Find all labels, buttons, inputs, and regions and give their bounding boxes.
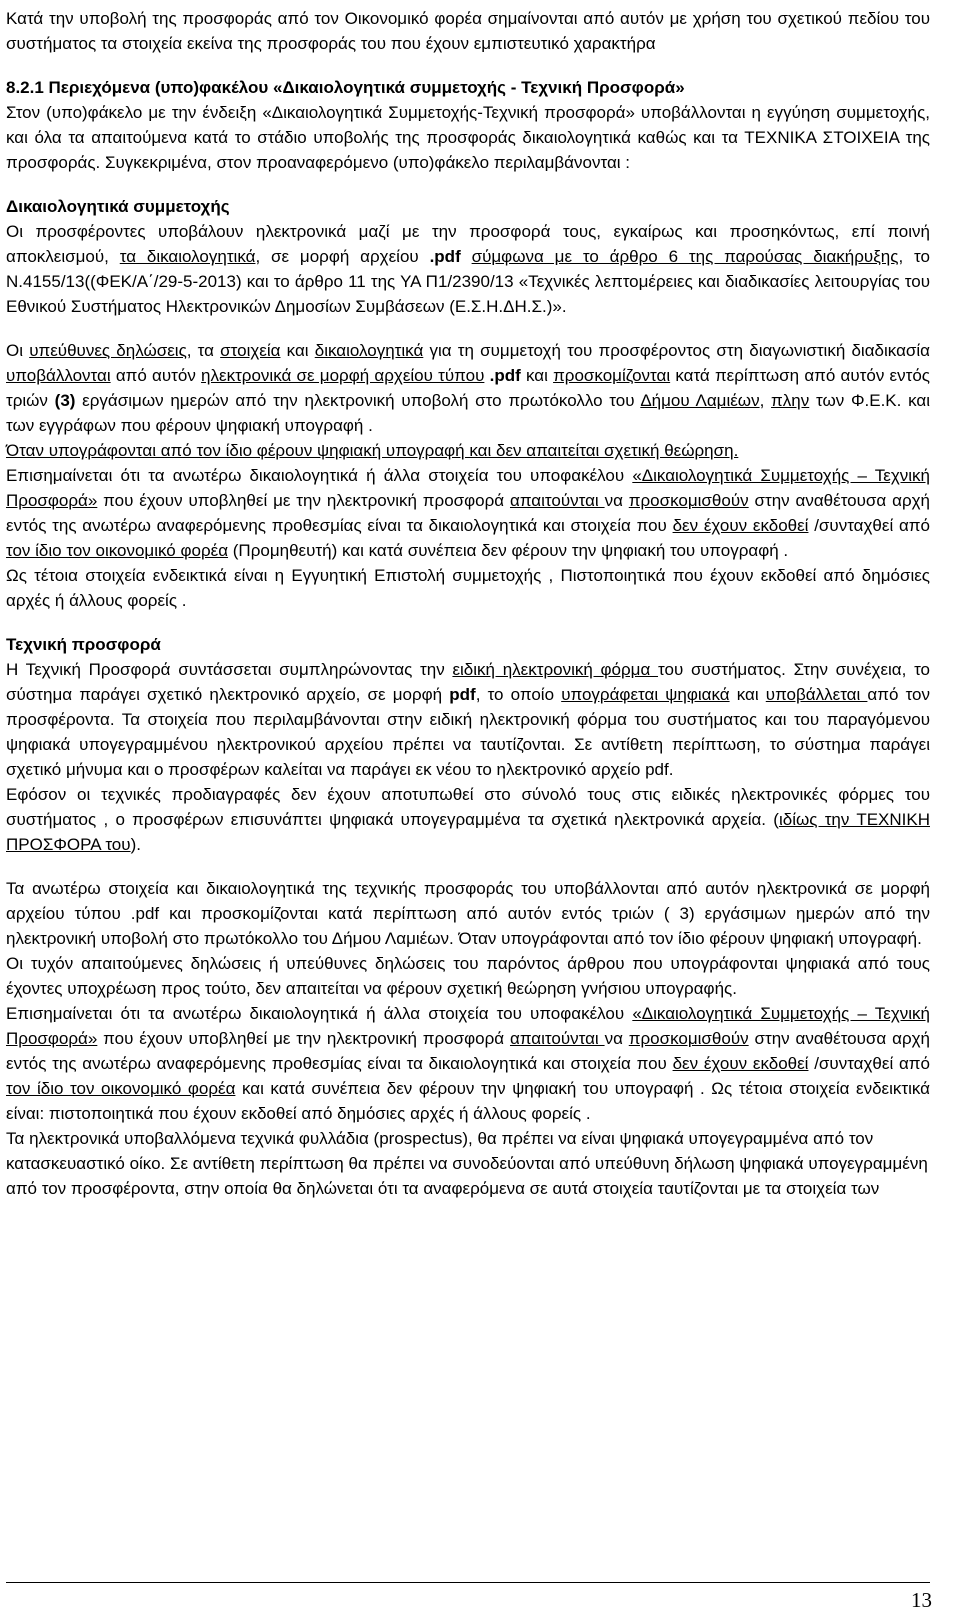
text-run: και <box>280 341 315 360</box>
text-run: /συνταχθεί από <box>808 516 930 535</box>
text-run: ιδίως την ΤΕΧΝΙΚΗ ΠΡΟΣΦΟΡΑ του <box>6 810 930 854</box>
text-run: από τον προσφέροντα. Τα στοιχεία που περιλαμβάνονται στην ειδική ηλεκτρονική φόρμα του συστήματος και του παραγόμενου ψηφιακά υπογεγραμμένου ηλεκτρονικού αρχείου πρέπει να ταυτίζονται. Σε αντίθετη περίπτωση, το σύστημα παράγει σχετικό μήνυμα και ο προσφέρων καλείται να παράγει εκ νέου το ηλεκτρονικό αρχείο pdf. <box>6 685 931 779</box>
text-run: και <box>520 366 554 385</box>
text-run: που έχουν υποβληθεί με την ηλεκτρονική προσφορά <box>97 1029 510 1048</box>
text-run: προσκομίζονται <box>553 366 671 385</box>
text-run: δεν έχουν εκδοθεί <box>672 516 809 535</box>
text-run: πλην <box>771 391 810 410</box>
text-run: τα δικαιολογητικά <box>119 247 256 266</box>
text-run: των Φ.Ε.Κ. και των εγγράφων που φέρουν ψηφιακή υπογραφή . <box>6 391 930 435</box>
text-run: , τα <box>186 341 221 360</box>
text-run: δεν έχουν εκδοθεί <box>672 1054 809 1073</box>
text-run: και <box>729 685 766 704</box>
text-run: Επισημαίνεται ότι τα ανωτέρω δικαιολογητικά ή άλλα στοιχεία του υποφακέλου <box>6 466 633 485</box>
text-run: να <box>604 491 629 510</box>
text-run: Η Τεχνική Προσφορά συντάσσεται συμπληρώνοντας την <box>6 660 453 679</box>
participation-paragraph-4 <box>6 463 930 563</box>
participation-paragraph-5: Ως τέτοια στοιχεία ενδεικτικά είναι η Εγγυητική Επιστολή συμμετοχής , Πιστοποιητικά που έχουν εκδοθεί από δημόσιες αρχές ή άλλους φορείς . <box>6 566 930 610</box>
text-run: προσκομισθούν <box>628 491 749 510</box>
text-run: Οι <box>6 341 30 360</box>
technical-paragraph-3: Τα ανωτέρω στοιχεία και δικαιολογητικά της τεχνικής προσφοράς του υποβάλλονται από αυτόν ηλεκτρονικά σε μορφή αρχείου τύπου .pdf και προσκομίζονται κατά περίπτωση από αυτόν εντός τριών ( 3) εργάσιμων ημερών από την ηλεκτρονική υποβολή στο πρωτόκολλο του Δήμου Λαμιέων. Όταν υπογράφονται από τον ίδιο φέρουν ψηφιακή υπογραφή. <box>6 879 930 948</box>
text-run: Εφόσον οι τεχνικές προδιαγραφές δεν έχουν αποτυπωθεί στο σύνολό τους στις ειδικές ηλεκτρονικές φόρμες του συστήματος , ο προσφέρων επισυνάπτει ψηφιακά υπογεγραμμένα τα σχετικά ηλεκτρονικά αρχεία. ( <box>6 785 930 829</box>
section-heading: 8.2.1 Περιεχόμενα (υπο)φακέλου «Δικαιολογητικά συμμετοχής - Τεχνική Προσφορά» <box>6 78 685 97</box>
footer-divider <box>6 1582 930 1583</box>
text-run: για τη συμμετοχή του προσφέροντος στη διαγωνιστική διαδικασία <box>423 341 930 360</box>
text-run: ειδική ηλεκτρονική φόρμα <box>452 660 659 679</box>
text-run: στοιχεία <box>220 341 281 360</box>
text-run: υπεύθυνες δηλώσεις <box>29 341 187 360</box>
text-run: στην αναθέτουσα αρχή εντός της ανωτέρω αναφερόμενης προθεσμίας είναι τα δικαιολογητικά και στοιχεία που <box>6 1029 930 1073</box>
text-run: σύμφωνα με το άρθρο 6 της παρούσας διακήρυξης <box>471 247 899 266</box>
text-run: /συνταχθεί από <box>808 1054 930 1073</box>
text-run: και κατά συνέπεια δεν φέρουν την ψηφιακή του υπογραφή . Ως τέτοια στοιχεία ενδεικτικά είναι: πιστοποιητικά που έχουν εκδοθεί από δημόσιες αρχές ή άλλους φορείς . <box>6 1079 931 1123</box>
text-run: από αυτόν <box>110 366 202 385</box>
participation-paragraph-1 <box>6 219 930 319</box>
text-run: , σε μορφή αρχείου <box>255 247 430 266</box>
technical-paragraph-1 <box>6 657 930 782</box>
text-run: , το οποίο <box>475 685 562 704</box>
text-run: (3) <box>54 391 76 410</box>
technical-paragraph-6: Τα ηλεκτρονικά υποβαλλόμενα τεχνικά φυλλάδια (prospectus), θα πρέπει να είναι ψηφιακά υπογεγραμμένα από τον κατασκευαστικό οίκο. Σε αντίθετη περίπτωση θα πρέπει να συνοδεύονται από υπεύθυνη δήλωση ψηφιακά υπογεγραμμένη από τον προσφέροντα, στην οποία θα δηλώνεται ότι τα αναφερόμενα σε αυτά στοιχεία ταυτίζονται με τα στοιχεία των <box>6 1129 928 1198</box>
text-run: τον ίδιο τον οικονομικό φορέα <box>6 1079 236 1098</box>
text-run: ). <box>130 835 141 854</box>
text-run: Επισημαίνεται ότι τα ανωτέρω δικαιολογητικά ή άλλα στοιχεία του υποφακέλου <box>6 1004 633 1023</box>
page-number: 13 <box>911 1588 932 1612</box>
text-run: Οι προσφέροντες υποβάλουν ηλεκτρονικά μαζί με την προσφορά τους, εγκαίρως και προσηκόντως, επί ποινή αποκλεισμού, <box>6 222 930 266</box>
participation-paragraph-2 <box>6 338 930 438</box>
participation-heading: Δικαιολογητικά συμμετοχής <box>6 197 230 216</box>
text-run: .pdf <box>429 247 461 266</box>
text-run: κατά περίπτωση από αυτόν εντός τριών <box>6 366 930 410</box>
text-run: ηλεκτρονικά σε μορφή αρχείου τύπου <box>201 366 485 385</box>
text-run: , το Ν.4155/13((ΦΕΚ/Α΄/29-5-2013) και το άρθρο 11 της ΥΑ Π1/2390/13 «Τεχνικές λεπτομέρειες και διαδικασίες λειτουργίας του Εθνικού Συστήματος Ηλεκτρονικών Δημοσίων Συμβάσεων (Ε.Σ.Η.ΔΗ.Σ.)». <box>6 247 930 316</box>
text-run: να <box>604 1029 629 1048</box>
text-run: υποβάλλονται <box>6 366 111 385</box>
text-run: που έχουν υποβληθεί με την ηλεκτρονική προσφορά <box>97 491 510 510</box>
text-run: δικαιολογητικά <box>314 341 424 360</box>
technical-paragraph-2 <box>6 782 930 857</box>
text-run: .pdf <box>484 366 521 385</box>
text-run <box>461 247 472 266</box>
text-run: «Δικαιολογητικά Συμμετοχής – Τεχνική Προσφορά» <box>6 466 930 510</box>
technical-paragraph-5 <box>6 1001 930 1126</box>
document-body <box>6 6 930 1201</box>
text-run: (Προμηθευτή) και κατά συνέπεια δεν φέρουν την ψηφιακή του υπογραφή . <box>228 541 789 560</box>
text-run: υπογράφεται ψηφιακά <box>561 685 730 704</box>
text-run: pdf <box>449 685 476 704</box>
text-run: του συστήματος. Στην συνέχεια, το σύστημα παράγει σχετικό ηλεκτρονικό αρχείο, σε μορφή <box>6 660 931 704</box>
text-run: στην αναθέτουσα αρχή εντός της ανωτέρω αναφερόμενης προθεσμίας είναι τα δικαιολογητικά και στοιχεία που <box>6 491 930 535</box>
text-run: «Δικαιολογητικά Συμμετοχής – Τεχνική Προσφορά» <box>6 1004 930 1048</box>
text-run: προσκομισθούν <box>628 1029 749 1048</box>
text-run: απαιτούνται <box>509 491 605 510</box>
text-run: απαιτούνται <box>509 1029 605 1048</box>
technical-heading: Τεχνική προσφορά <box>6 635 161 654</box>
participation-paragraph-3: Όταν υπογράφονται από τον ίδιο φέρουν ψηφιακή υπογραφή και δεν απαιτείται σχετική θεώρηση. <box>6 441 739 460</box>
text-run: εργάσιμων ημερών από την ηλεκτρονική υποβολή στο πρωτόκολλο του <box>75 391 641 410</box>
intro-paragraph: Κατά την υποβολή της προσφοράς από τον Οικονομικό φορέα σημαίνονται από αυτόν με χρήση του σχετικού πεδίου του συστήματος τα στοιχεία εκείνα της προσφοράς του που έχουν εμπιστευτικό χαρακτήρα <box>6 9 930 53</box>
text-run: Δήμου Λαμιέων <box>640 391 760 410</box>
text-run: τον ίδιο τον οικονομικό φορέα <box>6 541 229 560</box>
text-run: , <box>759 391 772 410</box>
section-paragraph: Στον (υπο)φάκελο με την ένδειξη «Δικαιολογητικά Συμμετοχής-Τεχνική προσφορά» υποβάλλονται η εγγύηση συμμετοχής, και όλα τα απαιτούμενα κατά το στάδιο υποβολής της προσφοράς δικαιολογητικά καθώς και τα ΤΕΧΝΙΚΑ ΣΤΟΙΧΕΙΑ της προσφοράς. Συγκεκριμένα, στον προαναφερόμενο (υπο)φάκελο περιλαμβάνονται : <box>6 103 930 172</box>
text-run: υποβάλλεται <box>765 685 868 704</box>
technical-paragraph-4: Οι τυχόν απαιτούμενες δηλώσεις ή υπεύθυνες δηλώσεις του παρόντος άρθρου που υπογράφονται ψηφιακά από τους έχοντες υποχρέωση προς τούτο, δεν απαιτείται να φέρουν σχετική θεώρηση γνήσιου υπογραφής. <box>6 954 930 998</box>
